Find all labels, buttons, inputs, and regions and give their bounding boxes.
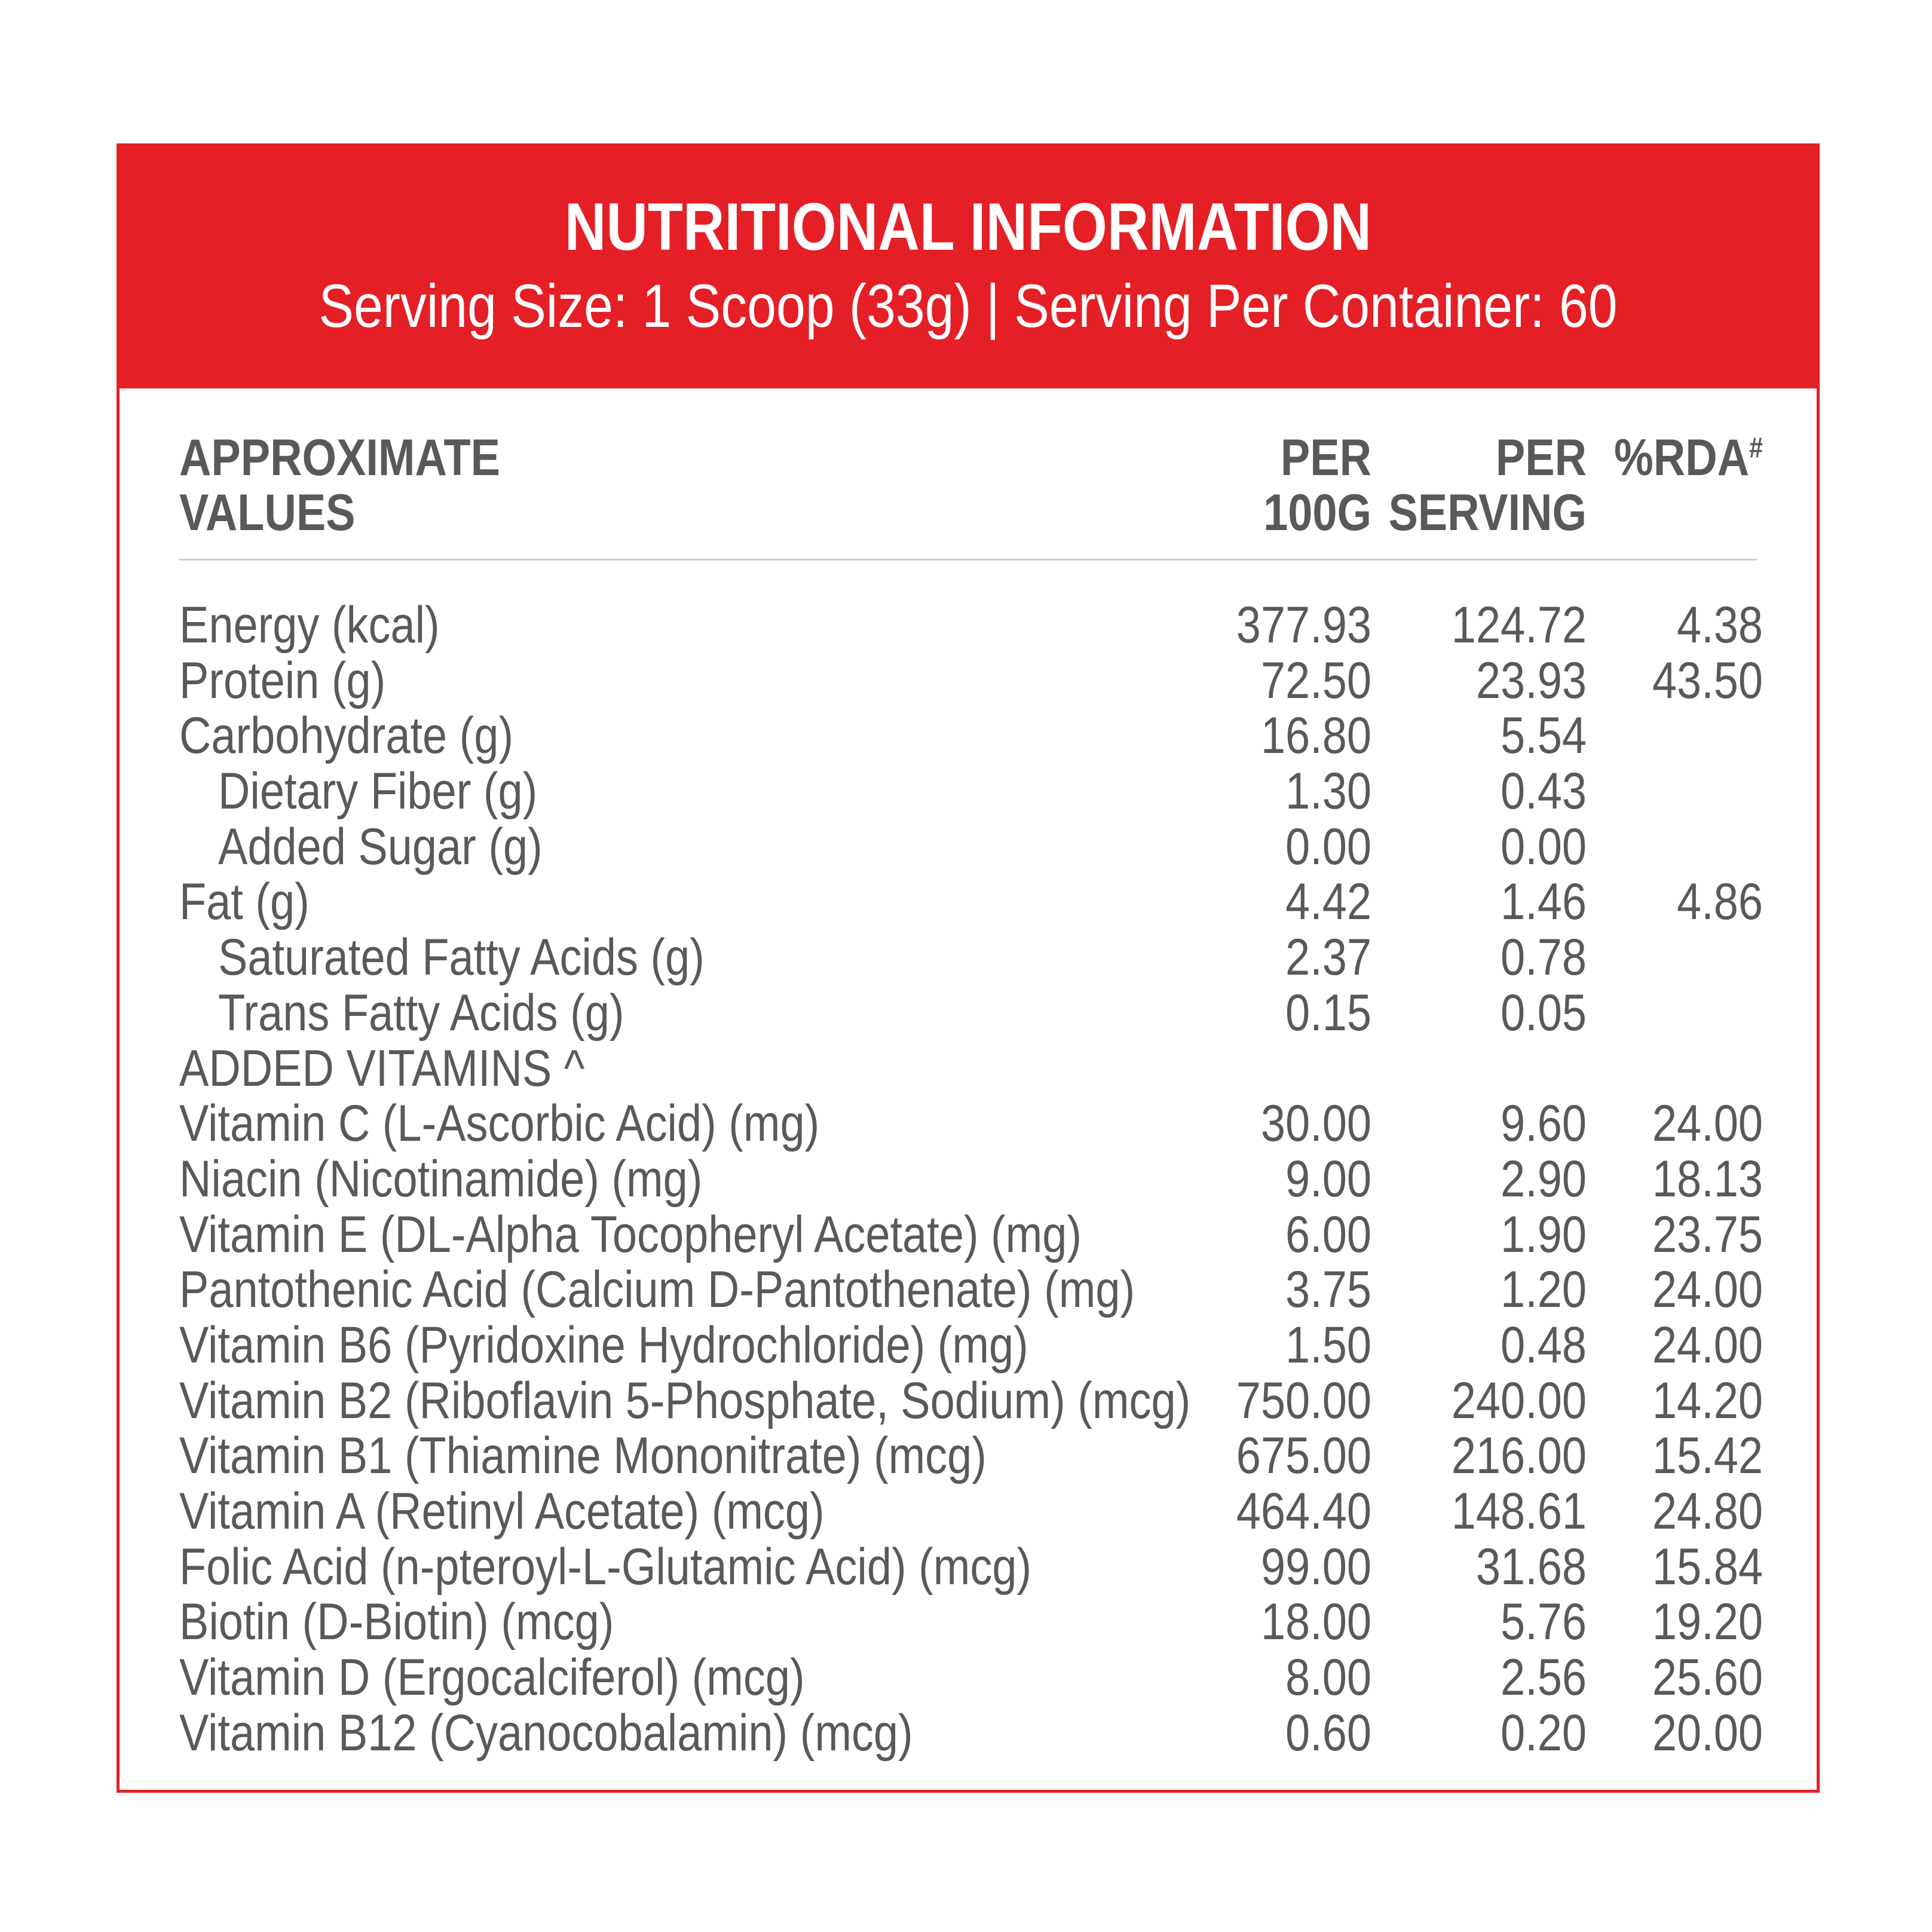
nutrient-name: Protein (g): [179, 651, 386, 709]
value-per-serving: 240.00: [1451, 1371, 1587, 1429]
value-per-serving: 31.68: [1475, 1538, 1587, 1596]
panel-title: NUTRITIONAL INFORMATION: [564, 189, 1372, 264]
value-per-serving: 9.60: [1501, 1095, 1587, 1153]
value-per-serving: 1.90: [1501, 1205, 1587, 1263]
value-per-100g: 9.00: [1285, 1150, 1371, 1208]
nutrient-name: Vitamin B2 (Riboflavin 5-Phosphate, Sodium) (mcg): [179, 1371, 1191, 1429]
table-row: [120, 653, 1817, 709]
column-header-rda-label: %RDA: [1614, 429, 1750, 486]
value-per-100g: 377.93: [1236, 596, 1371, 654]
table-row: [120, 1428, 1817, 1484]
value-per-100g: 18.00: [1260, 1593, 1371, 1651]
nutrient-name: Vitamin C (L-Ascorbic Acid) (mg): [179, 1095, 820, 1153]
nutrient-name: Vitamin B6 (Pyridoxine Hydrochloride) (mg): [179, 1316, 1028, 1374]
value-rda: 4.38: [1677, 596, 1763, 654]
nutrient-name: Energy (kcal): [179, 596, 440, 654]
value-per-serving: 23.93: [1475, 651, 1587, 709]
value-per-serving: 0.05: [1501, 984, 1587, 1042]
value-per-serving: 0.78: [1501, 929, 1587, 987]
nutrient-name: Carbohydrate (g): [179, 707, 514, 765]
value-per-serving: 2.56: [1501, 1649, 1587, 1707]
value-rda: 15.84: [1652, 1538, 1763, 1596]
value-rda: 15.42: [1652, 1427, 1763, 1485]
table-row: [120, 874, 1817, 930]
rda-footnote-mark: #: [1749, 432, 1763, 464]
value-per-serving: 5.54: [1501, 707, 1587, 765]
value-per-serving: 2.90: [1501, 1150, 1587, 1208]
value-per-100g: 0.60: [1285, 1704, 1371, 1762]
table-row: [120, 1318, 1817, 1373]
value-rda: 4.86: [1677, 873, 1763, 931]
value-per-100g: 4.42: [1285, 873, 1371, 931]
value-per-serving: 0.43: [1501, 763, 1587, 820]
table-row: [120, 1650, 1817, 1706]
nutrient-table: [120, 598, 1817, 1760]
column-header-rda: [1609, 430, 1763, 485]
nutrient-name: Vitamin B1 (Thiamine Mononitrate) (mcg): [179, 1427, 987, 1485]
value-per-100g: 0.15: [1285, 984, 1371, 1042]
nutrient-name: Vitamin E (DL-Alpha Tocopheryl Acetate) (mg): [179, 1205, 1082, 1263]
column-header-per-serving-line1: PER: [1495, 429, 1587, 486]
value-per-100g: 2.37: [1285, 929, 1371, 987]
table-row: [120, 1096, 1817, 1152]
nutrient-name: ADDED VITAMINS ^: [179, 1039, 585, 1097]
serving-info: Serving Size: 1 Scoop (33g) | Serving Per Container: 60: [319, 272, 1618, 340]
table-row: [120, 985, 1817, 1041]
nutrient-name: Trans Fatty Acids (g): [218, 984, 624, 1042]
column-header-per-100g: [1217, 430, 1371, 540]
value-rda: 23.75: [1652, 1205, 1763, 1263]
value-per-serving: 124.72: [1451, 596, 1587, 654]
table-row: [120, 598, 1817, 653]
value-rda: 20.00: [1652, 1704, 1763, 1762]
value-rda: 24.00: [1652, 1261, 1763, 1319]
nutrient-name: Folic Acid (n-pteroyl-L-Glutamic Acid) (mcg): [179, 1538, 1032, 1596]
column-header-per-serving-line2: SERVING: [1388, 484, 1587, 541]
nutrient-name: Pantothenic Acid (Calcium D-Pantothenate) (mg): [179, 1261, 1135, 1319]
table-row: [120, 764, 1817, 819]
value-rda: 24.00: [1652, 1095, 1763, 1153]
column-header-per-serving: [1381, 430, 1587, 540]
value-per-serving: 148.61: [1451, 1483, 1587, 1540]
value-per-100g: 1.50: [1285, 1316, 1371, 1374]
value-per-serving: 216.00: [1451, 1427, 1587, 1485]
column-header-values-line2: VALUES: [179, 484, 356, 541]
nutrient-name: Saturated Fatty Acids (g): [218, 929, 705, 987]
value-per-100g: 750.00: [1236, 1371, 1371, 1429]
table-row: [120, 1706, 1817, 1761]
table-row: [120, 1539, 1817, 1595]
header-divider: [179, 559, 1757, 561]
table-row: [120, 1484, 1817, 1539]
value-per-100g: 16.80: [1260, 707, 1371, 765]
table-row: [120, 1594, 1817, 1650]
column-header-per-100g-line2: 100G: [1263, 484, 1371, 541]
value-per-serving: 1.20: [1501, 1261, 1587, 1319]
table-row: [120, 819, 1817, 875]
value-per-serving: 5.76: [1501, 1593, 1587, 1651]
value-per-100g: 3.75: [1285, 1261, 1371, 1319]
value-per-serving: 1.46: [1501, 873, 1587, 931]
nutrient-name: Added Sugar (g): [218, 817, 543, 875]
value-rda: 19.20: [1652, 1593, 1763, 1651]
value-per-100g: 99.00: [1260, 1538, 1371, 1596]
value-per-100g: 464.40: [1236, 1483, 1371, 1540]
value-per-100g: 6.00: [1285, 1205, 1371, 1263]
value-per-100g: 8.00: [1285, 1649, 1371, 1707]
nutrition-panel: [117, 143, 1820, 1793]
value-per-100g: 30.00: [1260, 1095, 1371, 1153]
nutrient-name: Dietary Fiber (g): [218, 763, 538, 820]
value-per-serving: 0.00: [1501, 817, 1587, 875]
table-row: [120, 1152, 1817, 1207]
value-per-serving: 0.48: [1501, 1316, 1587, 1374]
value-per-100g: 0.00: [1285, 817, 1371, 875]
value-rda: 43.50: [1652, 651, 1763, 709]
nutrient-name: Niacin (Nicotinamide) (mg): [179, 1150, 703, 1208]
column-header-values-line1: APPROXIMATE: [179, 429, 500, 486]
nutrient-name: Vitamin A (Retinyl Acetate) (mcg): [179, 1483, 825, 1540]
nutrient-name: Fat (g): [179, 873, 310, 931]
value-per-100g: 1.30: [1285, 763, 1371, 820]
value-rda: 24.80: [1652, 1483, 1763, 1540]
table-row: [120, 930, 1817, 985]
nutrient-name: Vitamin D (Ergocalciferol) (mcg): [179, 1649, 805, 1707]
table-row: [120, 1373, 1817, 1429]
value-rda: 18.13: [1652, 1150, 1763, 1208]
column-header-per-100g-line1: PER: [1280, 429, 1371, 486]
nutrient-name: Vitamin B12 (Cyanocobalamin) (mcg): [179, 1704, 913, 1762]
table-row: [120, 708, 1817, 764]
value-per-serving: 0.20: [1501, 1704, 1587, 1762]
nutrient-name: Biotin (D-Biotin) (mcg): [179, 1593, 614, 1651]
table-row: [120, 1207, 1817, 1263]
header-banner: [120, 146, 1817, 388]
value-rda: 25.60: [1652, 1649, 1763, 1707]
value-per-100g: 675.00: [1236, 1427, 1371, 1485]
table-row: [120, 1262, 1817, 1318]
value-rda: 24.00: [1652, 1316, 1763, 1374]
table-row: [120, 1041, 1817, 1097]
value-per-100g: 72.50: [1260, 651, 1371, 709]
column-header-values: [179, 430, 500, 540]
value-rda: 14.20: [1652, 1371, 1763, 1429]
